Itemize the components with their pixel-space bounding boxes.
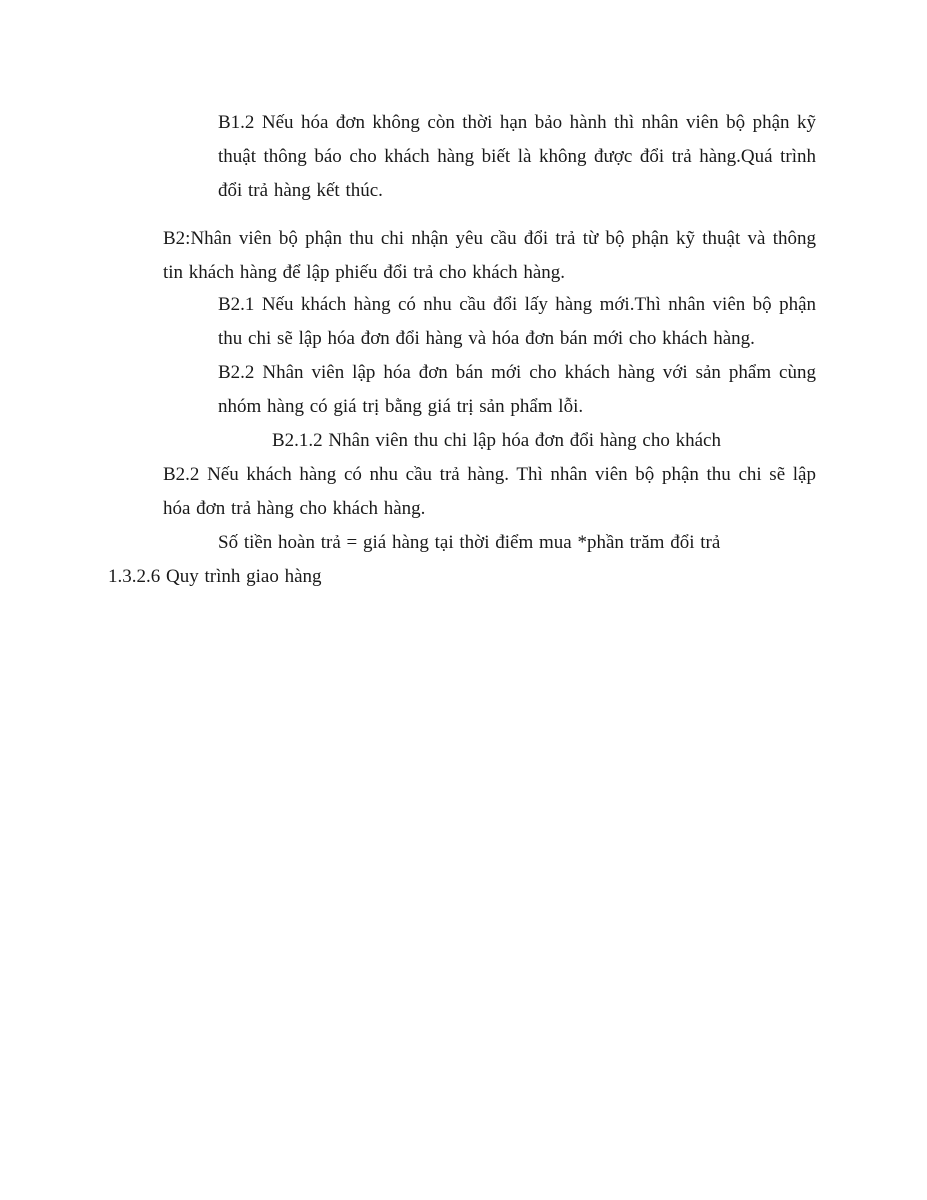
text-line: 1.3.2.6 Quy trình giao hàng (108, 566, 322, 587)
section-heading (108, 560, 816, 594)
text-line: B1.2 Nếu hóa đơn không còn thời hạn bảo hành thì nhân viên bộ phận kỹ (218, 112, 816, 133)
text-line: B2.1.2 Nhân viên thu chi lập hóa đơn đổi hàng cho khách (272, 430, 721, 451)
text-line: thu chi sẽ lập hóa đơn đổi hàng và hóa đơn bán mới cho khách hàng. (218, 328, 755, 349)
paragraph-b2-2-return (163, 458, 816, 526)
text-line: Số tiền hoàn trả = giá hàng tại thời điểm mua *phần trăm đổi trả (218, 532, 721, 553)
paragraph-b1-2 (218, 106, 816, 208)
paragraph-b2 (163, 222, 816, 290)
text-line: hóa đơn trả hàng cho khách hàng. (163, 498, 426, 519)
text-line: tin khách hàng để lập phiếu đổi trả cho khách hàng. (163, 262, 566, 283)
paragraph-b2-1 (218, 288, 816, 356)
text-line: B2.2 Nhân viên lập hóa đơn bán mới cho khách hàng với sản phẩm cùng (218, 362, 816, 383)
text-line: thuật thông báo cho khách hàng biết là không được đổi trả hàng.Quá trình (218, 146, 816, 167)
text-line: B2.1 Nếu khách hàng có nhu cầu đổi lấy hàng mới.Thì nhân viên bộ phận (218, 294, 816, 315)
paragraph-b2-2-new-invoice (218, 356, 816, 424)
paragraph-b2-1-2 (272, 424, 816, 458)
text-line: B2:Nhân viên bộ phận thu chi nhận yêu cầu đổi trả từ bộ phận kỹ thuật và thông (163, 228, 816, 249)
text-line: đổi trả hàng kết thúc. (218, 180, 383, 201)
text-line: nhóm hàng có giá trị bằng giá trị sản phẩm lỗi. (218, 396, 584, 417)
text-line: B2.2 Nếu khách hàng có nhu cầu trả hàng. Thì nhân viên bộ phận thu chi sẽ lập (163, 464, 816, 485)
refund-formula (218, 526, 816, 560)
